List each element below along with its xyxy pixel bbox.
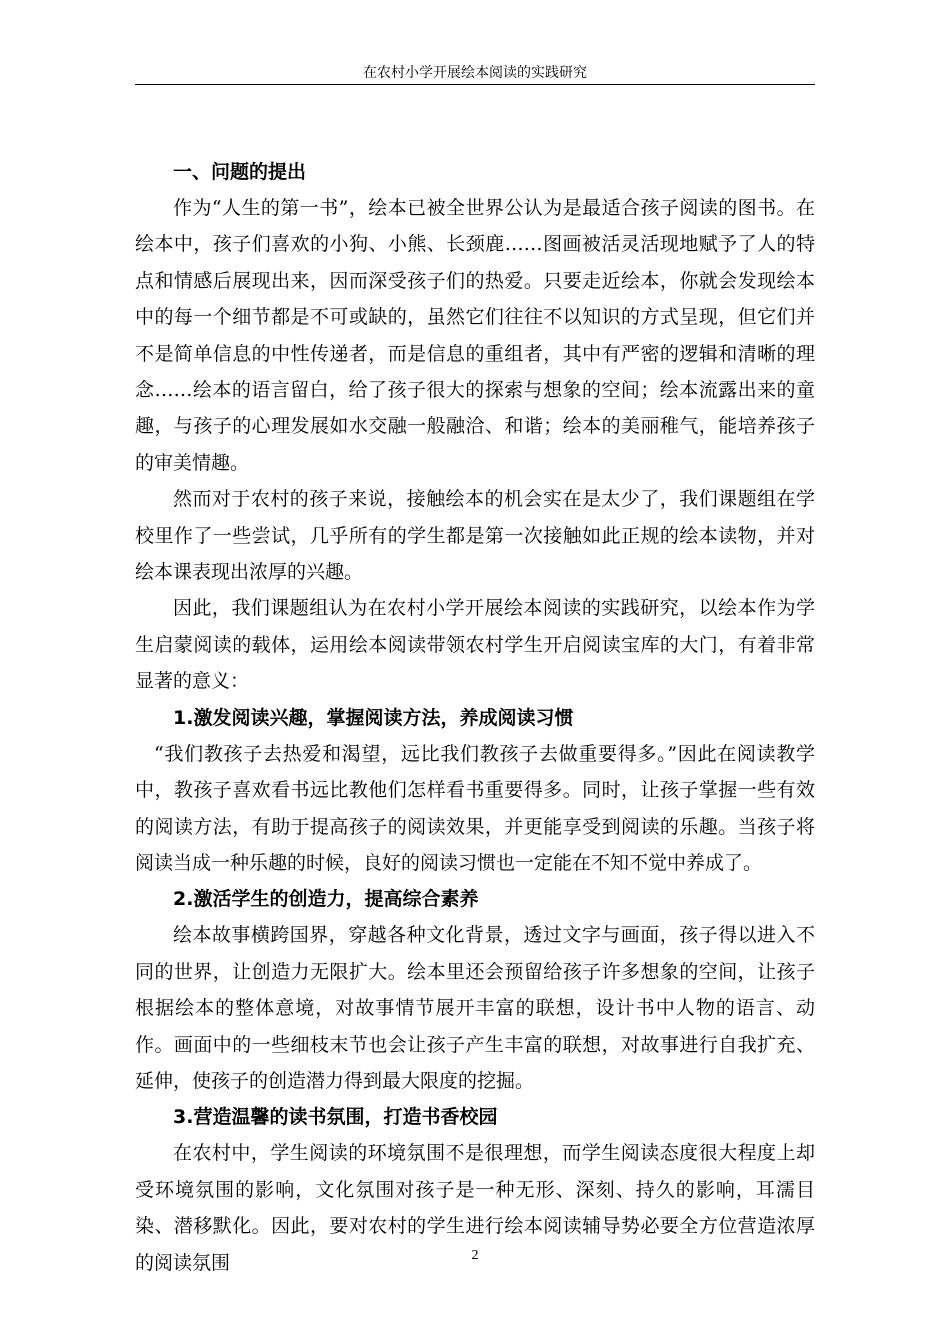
page-number: 2 <box>471 1248 479 1263</box>
subheading-reading-interest: 1.激发阅读兴趣，掌握阅读方法，养成阅读习惯 <box>173 706 574 729</box>
section-heading-problem: 一、问题的提出 <box>173 161 307 183</box>
paragraph-reading-atmosphere: 在农村中，学生阅读的环境氛围不是很理想，而学生阅读态度很大程度上却受环境氛围的影响，文化氛围对孩子是一种无形、深刻、持久的影响，耳濡目染、潜移默化。因此，要对农村的学生进行绘本阅读辅导势必要全方位营造浓厚的阅读氛围 <box>135 1142 815 1274</box>
paragraph-significance: 因此，我们课题组认为在农村小学开展绘本阅读的实践研究，以绘本作为学生启蒙阅读的载体，运用绘本阅读带领农村学生开启阅读宝库的大门，有着非常显著的意义： <box>135 597 815 693</box>
running-header: 在农村小学开展绘本阅读的实践研究 <box>363 65 587 81</box>
paragraph-creativity: 绘本故事横跨国界，穿越各种文化背景，透过文字与画面，孩子得以进入不同的世界，让创造力无限扩大。绘本里还会预留给孩子许多想象的空间，让孩子根据绘本的整体意境，对故事情节展开丰富的联想，设计书中人物的语言、动作。画面中的一些细枝末节也会让孩子产生丰富的联想，对故事进行自我扩充、延伸，使孩子的创造潜力得到最大限度的挖掘。 <box>135 924 815 1092</box>
subheading-creativity: 2.激活学生的创造力，提高综合素养 <box>173 888 479 911</box>
page-body <box>135 154 815 1281</box>
paragraph-intro: 作为“人生的第一书”，绘本已被全世界公认为是最适合孩子阅读的图书。在绘本中，孩子们喜欢的小狗、小熊、长颈鹿……图画被活灵活现地赋予了人的特点和情感后展现出来，因而深受孩子们的热爱。只要走近绘本，你就会发现绘本中的每一个细节都是不可或缺的，虽然它们往往不以知识的方式呈现，但它们并不是简单信息的中性传递者，而是信息的重组者，其中有严密的逻辑和清晰的理念……绘本的语言留白，给了孩子很大的探索与想象的空间；绘本流露出来的童趣，与孩子的心理发展如水交融一般融洽、和谐；绘本的美丽稚气，能培养孩子的审美情趣。 <box>135 197 815 474</box>
paragraph-reading-interest: “我们教孩子去热爱和渴望，远比我们教孩子去做重要得多。”因此在阅读教学中，教孩子喜欢看书远比教他们怎样看书重要得多。同时，让孩子掌握一些有效的阅读方法，有助于提高孩子的阅读效果，并更能享受到阅读的乐趣。当孩子将阅读当成一种乐趣的时候，良好的阅读习惯也一定能在不知不觉中养成了。 <box>135 742 815 874</box>
subheading-reading-atmosphere: 3.营造温馨的读书氛围，打造书香校园 <box>173 1106 498 1129</box>
header-divider <box>135 84 815 85</box>
paragraph-rural-children: 然而对于农村的孩子来说，接触绘本的机会实在是太少了，我们课题组在学校里作了一些尝试，几乎所有的学生都是第一次接触如此正规的绘本读物，并对绘本课表现出浓厚的兴趣。 <box>135 488 815 584</box>
